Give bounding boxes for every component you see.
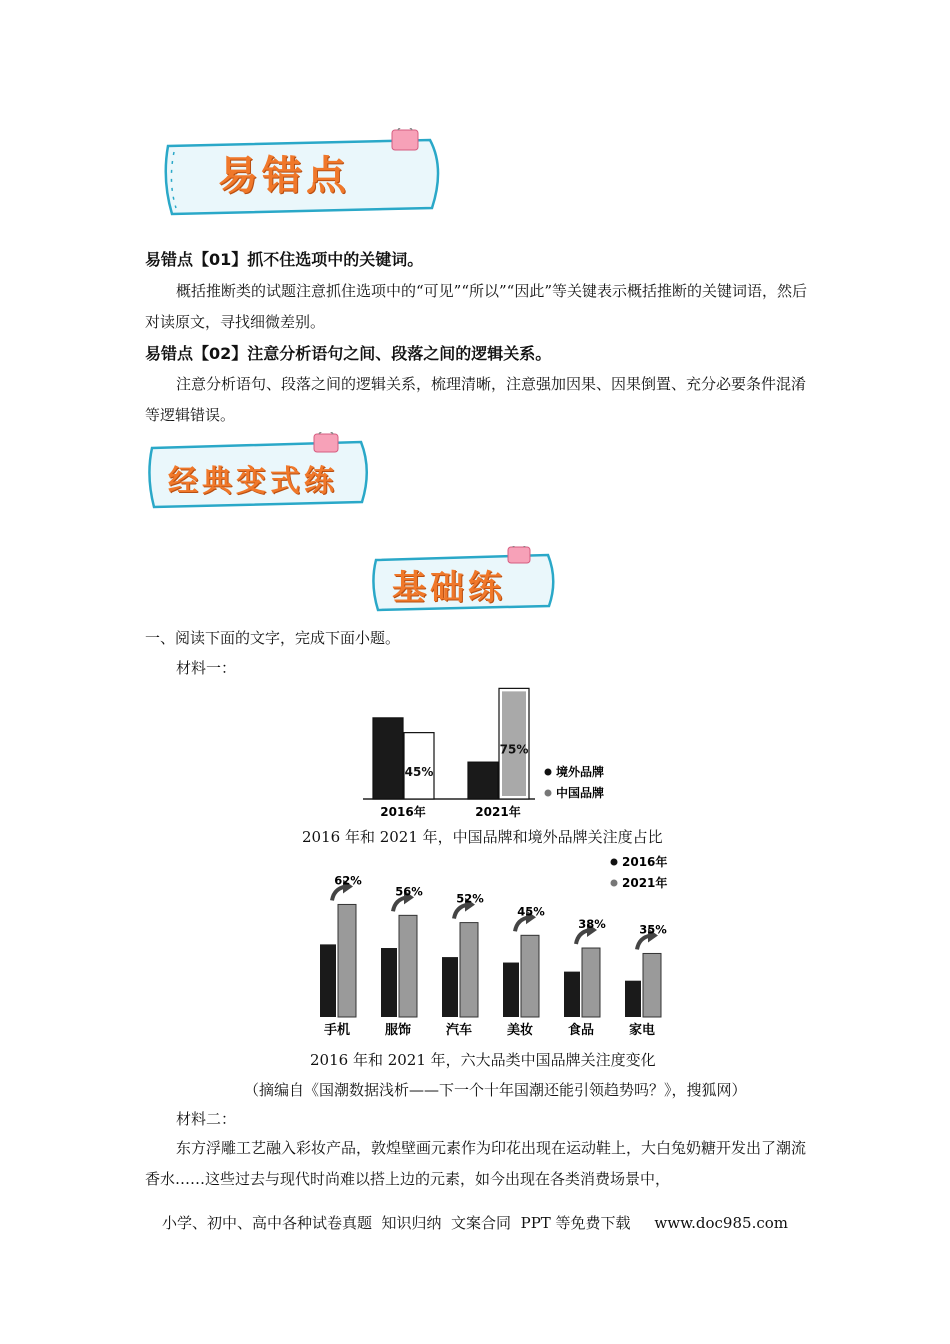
bar: [468, 762, 498, 799]
banner-basic-title: 基础练: [392, 568, 506, 608]
bar: [564, 972, 580, 1017]
tick-label: 服饰: [384, 1023, 412, 1038]
mistake-2-body: [145, 369, 810, 431]
bar: [338, 904, 356, 1017]
data-label: 56%: [395, 884, 423, 899]
legend-label: 境外品牌: [556, 765, 605, 779]
chart-1-caption: 2016 年和 2021 年，中国品牌和境外品牌关注度占比: [302, 828, 663, 846]
mistake-2-heading: 易错点【02】注意分析语句之间、段落之间的逻辑关系。: [145, 344, 552, 363]
material-2-body: [145, 1133, 810, 1195]
legend-marker: [545, 790, 552, 797]
bar: [373, 718, 403, 799]
data-label: 62%: [334, 873, 362, 888]
legend-label: 2021年: [622, 876, 668, 890]
bar: [460, 923, 478, 1017]
mistake-1-body: [145, 276, 810, 338]
brand-share-chart: [355, 675, 635, 825]
material-2-text: 东方浮雕工艺融入彩妆产品，敦煌壁画元素作为印花出现在运动鞋上，大白兔奶糖开发出了潮流香水……这些过去与现代时尚难以搭上边的元素，如今出现在各类消费场景中，: [145, 1139, 807, 1188]
legend-marker: [611, 859, 618, 866]
bar: [320, 944, 336, 1017]
tick-label: 食品: [567, 1023, 595, 1038]
banner-mistakes-title: 易错点: [218, 153, 350, 199]
bar: [442, 957, 458, 1017]
data-label: 45%: [404, 764, 434, 779]
tick-label: 2016年: [380, 805, 426, 819]
bar: [625, 981, 641, 1017]
tick-label: 美妆: [506, 1023, 534, 1038]
data-label: 38%: [578, 917, 606, 932]
data-label: 35%: [639, 922, 667, 937]
tick-label: 家电: [628, 1023, 656, 1038]
bar: [582, 948, 600, 1017]
bar: [643, 953, 661, 1017]
banner-variants: [146, 432, 376, 512]
legend-marker: [611, 880, 618, 887]
bar: [399, 915, 417, 1017]
legend-marker: [545, 769, 552, 776]
tick-label: 手机: [323, 1023, 351, 1038]
data-label: 45%: [517, 904, 545, 919]
tick-label: 汽车: [445, 1023, 473, 1038]
banner-mistakes: [160, 128, 450, 220]
page-footer: 小学、初中、高中各种试卷真题 知识归纳 文案合同 PPT 等免费下载 www.doc985.com: [161, 1214, 788, 1232]
material-1-label: 材料一：: [176, 659, 237, 677]
mistake-1-heading: 易错点【01】抓不住选项中的关键词。: [145, 250, 424, 269]
data-label: 75%: [499, 742, 529, 757]
bar: [503, 963, 519, 1017]
mistake-1-text: 概括推断类的试题注意抓住选项中的“可见”“所以”“因此”等关键表示概括推断的关键词语，然后对读原文，寻找细微差别。: [145, 282, 808, 331]
tick-label: 2021年: [475, 805, 521, 819]
legend-label: 2016年: [622, 855, 668, 869]
banner-basic: [370, 546, 560, 614]
bar: [381, 948, 397, 1017]
chart-2-caption: 2016 年和 2021 年，六大品类中国品牌关注度变化: [310, 1051, 656, 1069]
bar: [521, 935, 539, 1017]
mistake-2-text: 注意分析语句、段落之间的逻辑关系，梳理清晰，注意强加因果、因果倒置、充分必要条件混淆等逻辑错误。: [145, 375, 807, 424]
source-citation: （摘编自《国潮数据浅析——下一个十年国潮还能引领趋势吗？》，搜狐网）: [244, 1081, 747, 1099]
category-change-chart: [300, 852, 690, 1044]
legend-label: 中国品牌: [556, 786, 605, 800]
data-label: 52%: [456, 891, 484, 906]
question-intro: 一、阅读下面的文字，完成下面小题。: [145, 629, 401, 647]
banner-variants-title: 经典变式练: [168, 464, 338, 499]
material-2-label: 材料二：: [176, 1110, 237, 1128]
